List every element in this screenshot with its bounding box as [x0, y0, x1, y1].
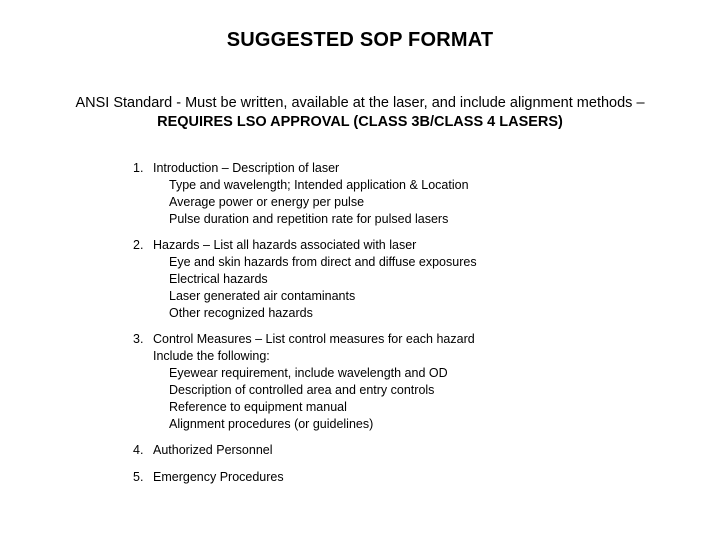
item-heading: Control Measures – List control measures for each hazard — [153, 332, 475, 346]
list-item-introduction — [133, 160, 693, 228]
sub-item: Reference to equipment manual — [169, 400, 347, 414]
sub-item: Pulse duration and repetition rate for pulsed lasers — [169, 212, 449, 226]
sub-item: Type and wavelength; Intended application & Location — [169, 178, 469, 192]
item-number: 1. — [133, 161, 144, 175]
list-item-control-measures — [133, 331, 693, 433]
item-heading: Authorized Personnel — [153, 443, 273, 457]
sub-item-lead: Include the following: — [153, 349, 270, 363]
item-number: 4. — [133, 443, 144, 457]
sub-item: Laser generated air contaminants — [169, 289, 356, 303]
page-title: SUGGESTED SOP FORMAT — [226, 29, 494, 51]
sub-item: Alignment procedures (or guidelines) — [169, 417, 374, 431]
item-heading: Introduction – Description of laser — [153, 161, 340, 175]
item-number: 5. — [133, 470, 144, 484]
sub-item: Electrical hazards — [169, 272, 268, 286]
sop-outline-list — [133, 160, 693, 496]
list-item-authorized-personnel — [133, 442, 693, 459]
sub-item: Average power or energy per pulse — [169, 195, 365, 209]
sub-item: Description of controlled area and entry controls — [169, 383, 435, 397]
sub-item: Eye and skin hazards from direct and diffuse exposures — [169, 255, 477, 269]
list-item-hazards — [133, 237, 693, 322]
item-number: 3. — [133, 332, 144, 346]
intro-line-1: ANSI Standard - Must be written, available at the laser, and include alignment methods – — [75, 95, 645, 111]
item-heading: Hazards – List all hazards associated with laser — [153, 238, 417, 252]
item-heading: Emergency Procedures — [153, 470, 284, 484]
item-number: 2. — [133, 238, 144, 252]
sub-item: Eyewear requirement, include wavelength and OD — [169, 366, 448, 380]
intro-line-2: REQUIRES LSO APPROVAL (CLASS 3B/CLASS 4 LASERS) — [157, 114, 563, 130]
sub-item: Other recognized hazards — [169, 306, 313, 320]
list-item-emergency-procedures — [133, 469, 693, 486]
